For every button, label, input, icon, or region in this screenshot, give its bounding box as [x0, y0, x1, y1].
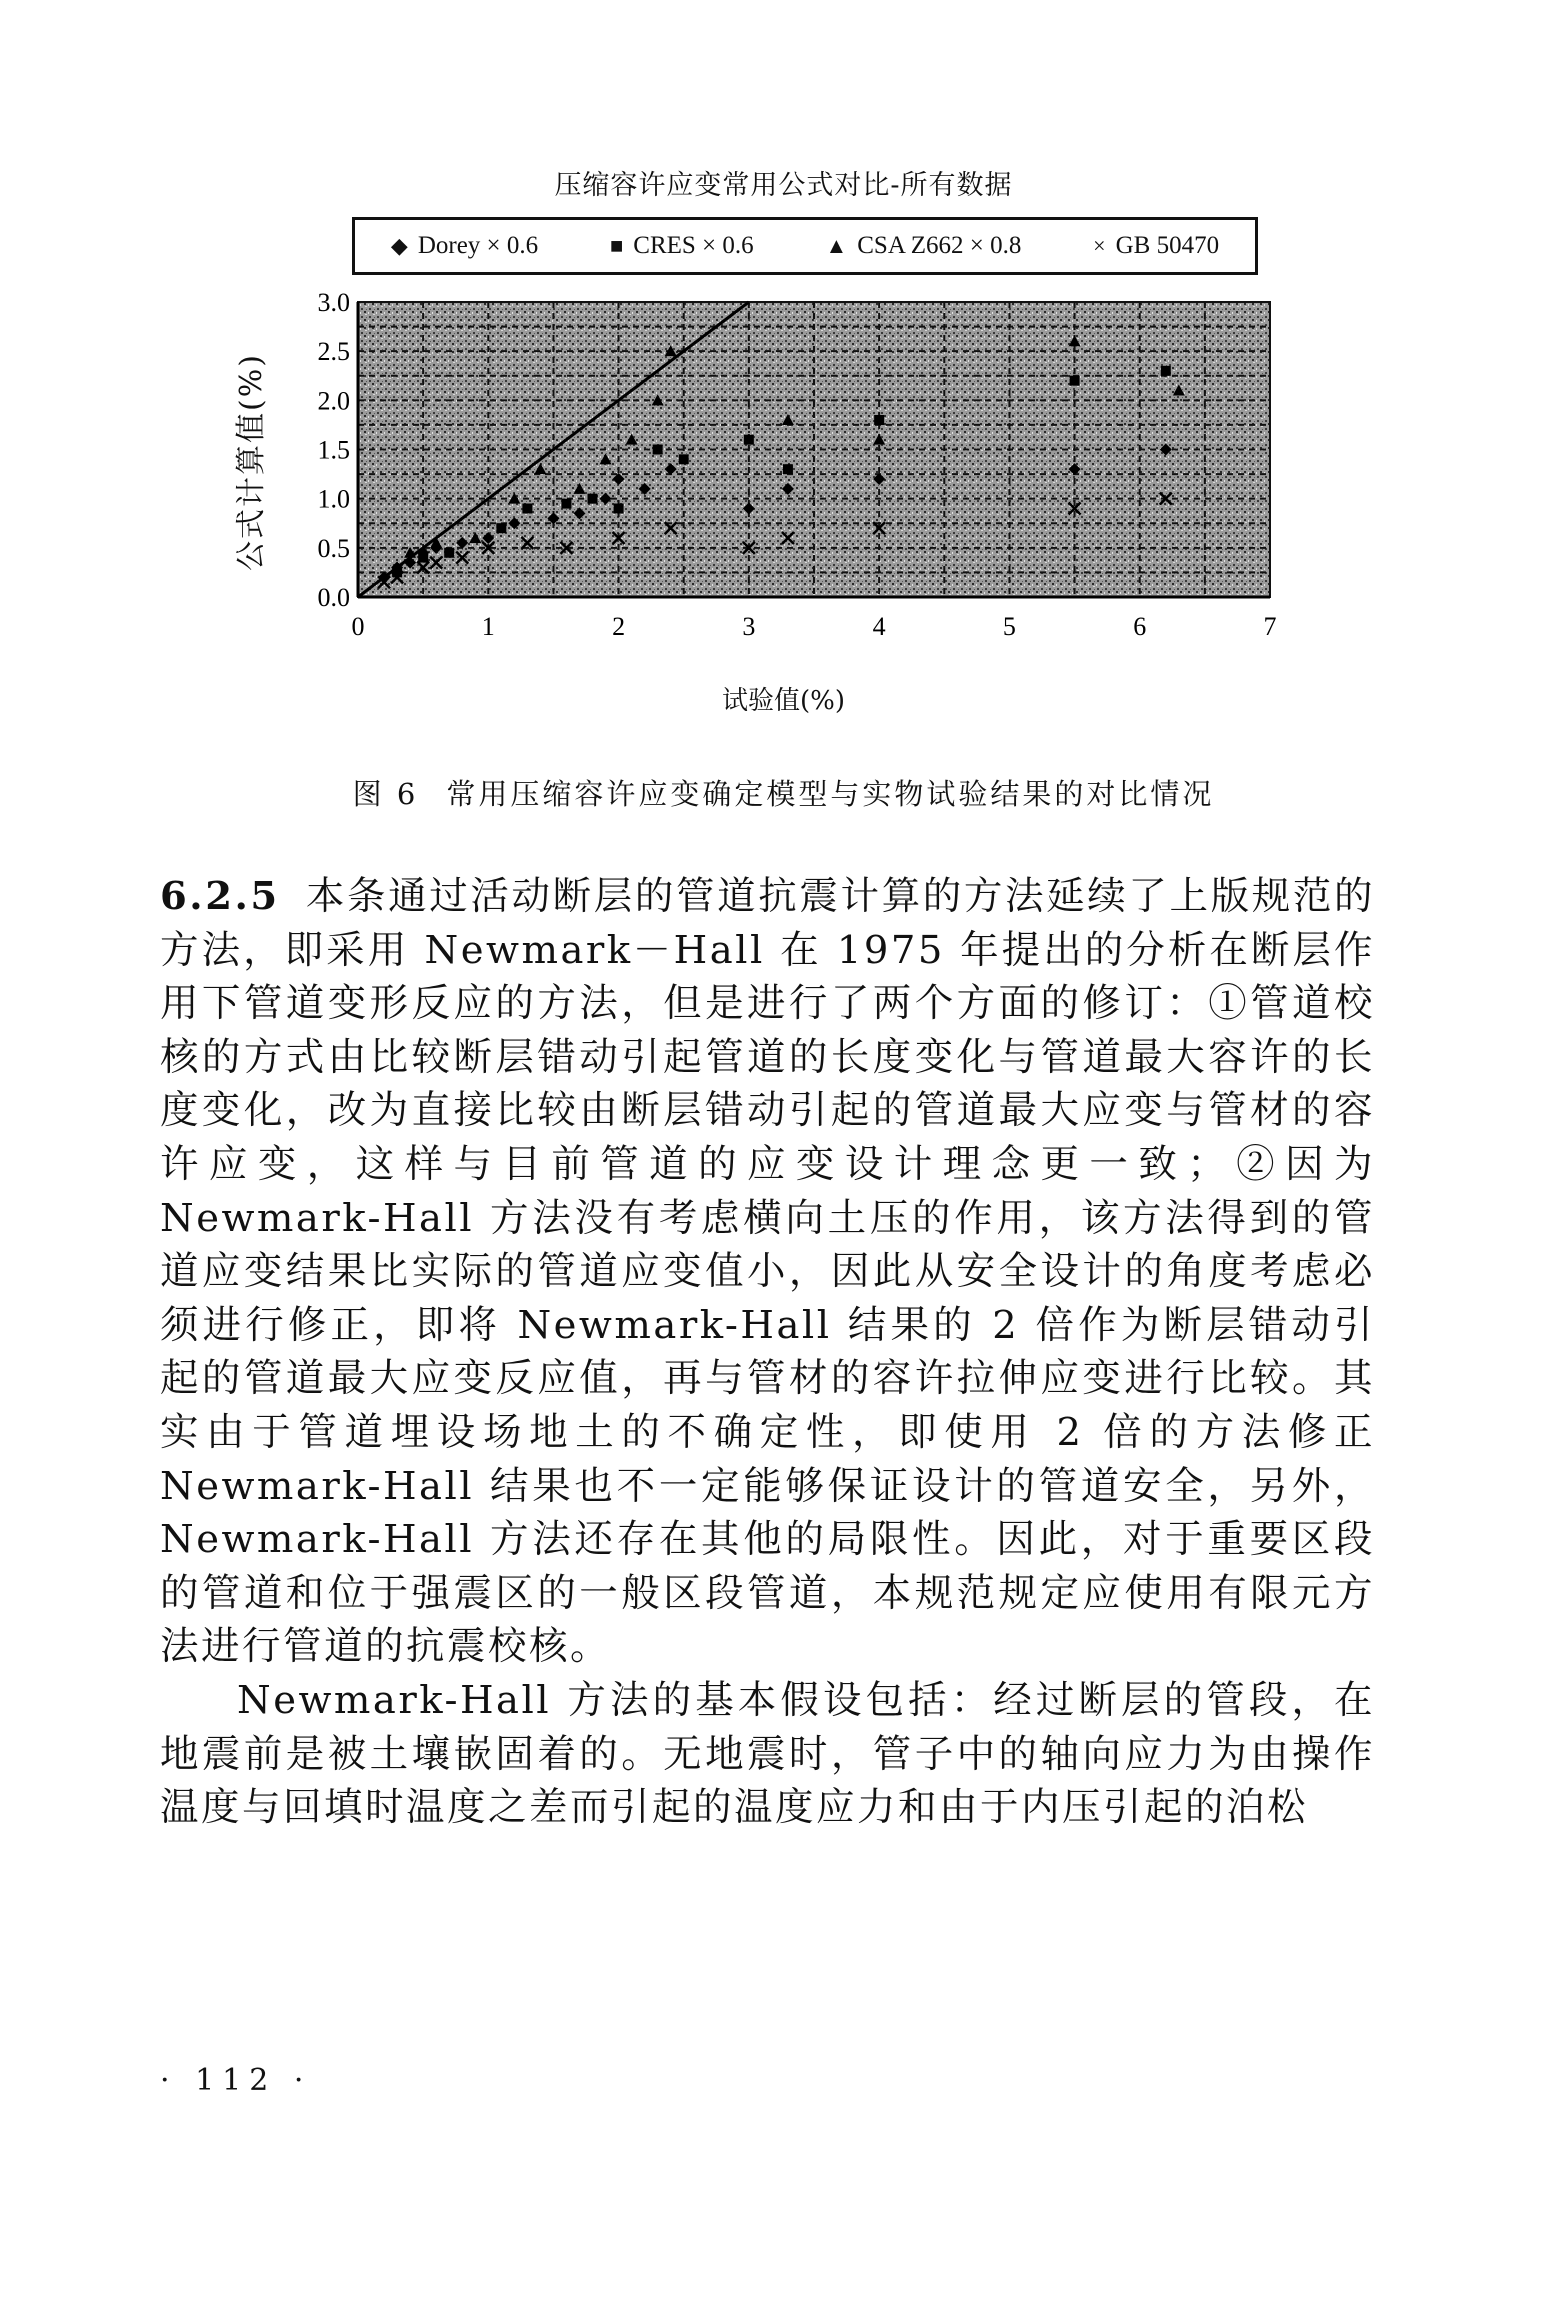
chart-title: 压缩容许应变常用公式对比-所有数据 [554, 170, 1013, 201]
figure-caption [0, 772, 1567, 813]
data-point-square [614, 504, 624, 514]
legend-label: CSA Z662 × 0.8 [857, 232, 1022, 259]
y-tick-label: 0.0 [317, 583, 350, 612]
paragraph [160, 870, 1375, 1674]
data-point-square [561, 499, 571, 509]
y-axis-label: 公式计算值(%) [234, 353, 269, 571]
section-number: 6.2.5 [160, 874, 280, 919]
triangle-marker-icon: ▲ [825, 233, 848, 258]
paragraph: Newmark-Hall 方法的基本假设包括：经过断层的管段，在地震前是被土壤嵌固着的。无地震时，管子中的轴向应力为由操作温度与回填时温度之差而引起的温度应力和由于内压引起的泊松 [160, 1677, 1375, 1831]
x-tick-label: 5 [1002, 612, 1016, 641]
square-marker-icon: ■ [609, 233, 624, 258]
x-tick-label: 1 [481, 612, 495, 641]
x-tick-label: 4 [872, 612, 886, 641]
data-point-square [783, 464, 793, 474]
legend-item-dorey [391, 232, 538, 260]
paragraph-text: 本条通过活动断层的管道抗震计算的方法延续了上版规范的方法，即采用 Newmark－Hall 在 1975 年提出的分析在断层作用下管道变形反应的方法，但是进行了两个方面的修订：①管道校核的方式由比较断层错动引起管道的长度变化与管道最大容许的长度变化，改为直接比较由断层错动引起的管道最大应变与管材的容许应变，这样与目前管道的应变设计理念更一致；②因为 Newmark-Hall 方法没有考虑横向土压的作用，该方法得到的管道应变结果比实际的管道应变值小，因此从安全设计的角度考虑必须进行修正，即将 Newmark-Hall 结果的 2 倍作为断层错动引起的管道最大应变反应值，再与管材的容许拉伸应变进行比较。其实由于管道埋设场地土的不确定性，即使用 2 倍的方法修正 Newmark-Hall 结果也不一定能够保证设计的管道安全，另外，Newmark-Hall 方法还存在其他的局限性。因此，对于重要区段的管道和位于强震区的一般区段管道，本规范规定应使用有限元方法进行管道的抗震校核。 [160, 874, 1375, 1670]
y-tick-label: 0.5 [317, 533, 350, 563]
data-point-square [588, 494, 598, 504]
x-tick-label: 0 [351, 612, 365, 641]
chart-legend [352, 217, 1258, 275]
data-point-square [444, 548, 454, 558]
legend-label: Dorey × 0.6 [417, 232, 539, 259]
data-point-square [522, 504, 532, 514]
scatter-chart [240, 290, 1300, 670]
legend-item-csa [825, 232, 1021, 260]
y-tick-label: 1.0 [317, 484, 350, 514]
x-marker-icon: × [1093, 233, 1106, 258]
data-point-square [1070, 376, 1080, 386]
data-point-square [744, 435, 754, 445]
y-tick-label: 2.5 [317, 337, 350, 367]
x-axis-label: 试验值(%) [722, 686, 845, 716]
figure-number: 图 6 [352, 777, 419, 811]
data-point-square [653, 445, 663, 455]
y-tick-label: 1.5 [317, 435, 350, 465]
data-point-square [418, 553, 428, 563]
x-tick-label: 3 [742, 612, 756, 641]
y-tick-label: 3.0 [317, 290, 350, 317]
legend-label: CRES × 0.6 [633, 232, 754, 259]
body-text [160, 870, 1375, 1835]
figure-caption-text: 常用压缩容许应变确定模型与实物试验结果的对比情况 [446, 777, 1215, 811]
data-point-square [1161, 366, 1171, 376]
legend-item-cres [610, 232, 754, 260]
x-tick-label: 7 [1263, 612, 1277, 641]
diamond-marker-icon: ◆ [390, 233, 408, 258]
x-tick-label: 2 [612, 612, 626, 641]
data-point-square [874, 415, 884, 425]
data-point-square [679, 454, 689, 464]
x-tick-label: 6 [1133, 612, 1147, 641]
legend-label: GB 50470 [1115, 232, 1220, 259]
y-tick-label: 2.0 [317, 386, 350, 416]
data-point-square [496, 523, 506, 533]
legend-item-gb [1093, 232, 1219, 260]
page-number: · 112 · [160, 2063, 312, 2098]
